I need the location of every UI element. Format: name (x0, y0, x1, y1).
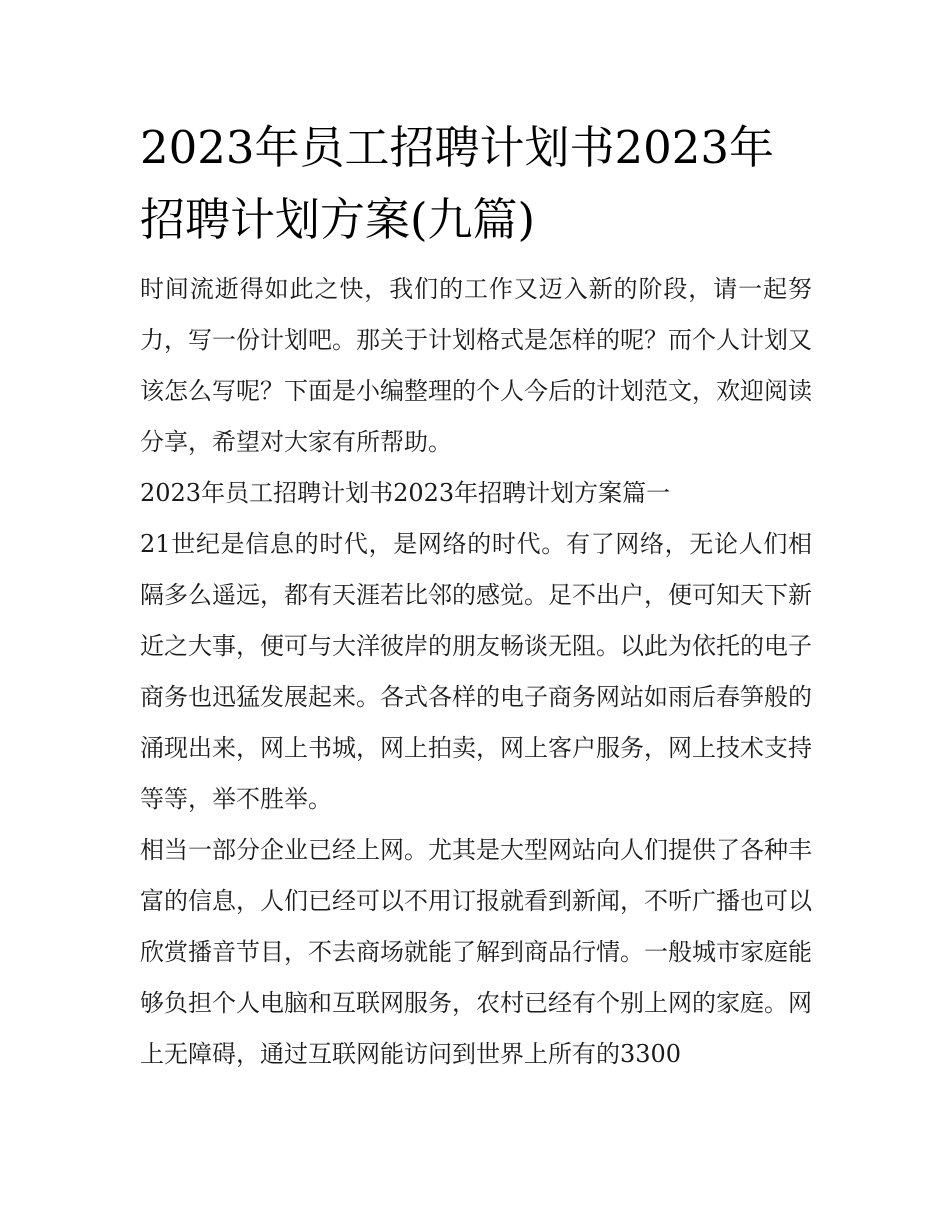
paragraph-internet-era: 21世纪是信息的时代，是网络的时代。有了网络，无论人们相隔多么遥远，都有天涯若比邻的感觉。足不出户，便可知天下新近之大事，便可与大洋彼岸的朋友畅谈无阻。以此为依托的电子商务也迅猛发展起来。各式各样的电子商务网站如雨后春笋般的涌现出来，网上书城，网上拍卖，网上客户服务，网上技术支持等等，举不胜举。 (140, 530, 812, 813)
document-title: 2023年员工招聘计划书2023年招聘计划方案(九篇) (140, 121, 775, 246)
section-heading: 2023年员工招聘计划书2023年招聘计划方案篇一 (140, 479, 671, 507)
document-page (140, 112, 812, 1080)
paragraph-enterprises-online: 相当一部分企业已经上网。尤其是大型网站向人们提供了各种丰富的信息，人们已经可以不用订报就看到新闻，不听广播也可以欣赏播音节目，不去商场就能了解到商品行情。一般城市家庭能够负担个人电脑和互联网服务，农村已经有个别上网的家庭。网上无障碍，通过互联网能访问到世界上所有的3300 (140, 836, 812, 1068)
paragraph-intro: 时间流逝得如此之快，我们的工作又迈入新的阶段，请一起努力，写一份计划吧。那关于计划格式是怎样的呢？而个人计划又该怎么写呢？下面是小编整理的个人今后的计划范文，欢迎阅读分享，希望对大家有所帮助。 (140, 275, 812, 456)
document-body (140, 264, 812, 1080)
